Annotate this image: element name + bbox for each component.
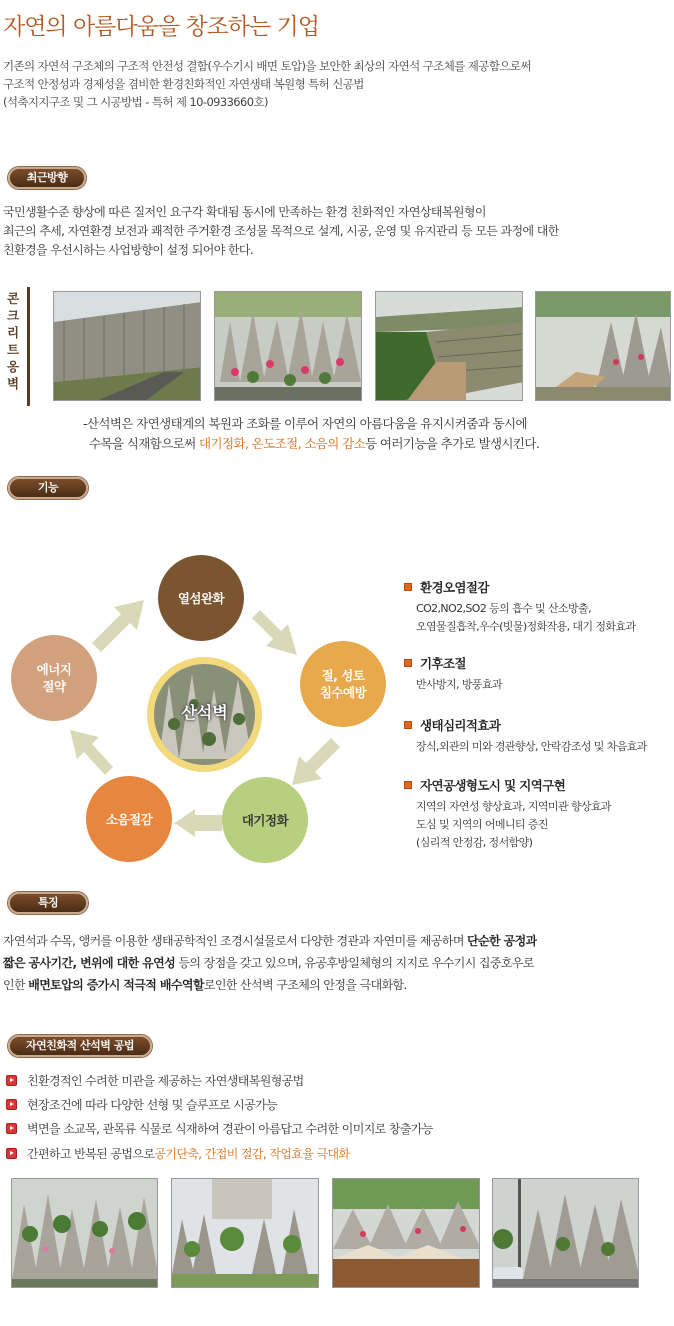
recent-line-2: 최근의 추세, 자연환경 보전과 쾌적한 주거환경 조성물 목적으로 설계, 시공, 운영 및 유지관리 등 모든 과정에 대한 (3, 224, 559, 238)
method-bullet-text: 현장조건에 따라 다양한 선형 및 슬루프로 시공가능 (27, 1098, 278, 1112)
caption-line-1: -산석벽은 자연생태계의 복원과 조화를 이루어 자연의 아름다움을 유지시켜줌과 동시에 (83, 416, 527, 431)
square-bullet-icon (404, 659, 412, 667)
function-head: 자연공생형도시 및 지역구현 (420, 778, 566, 793)
node-heat-island: 열섬완화 (158, 555, 244, 641)
features-line-1-bold: 단순한 공정과 (467, 934, 537, 948)
photo-method-2 (171, 1178, 319, 1288)
intro-line-2: 구조적 안정성과 경제성을 겸비한 환경친화적인 자연생태 복원형 특허 신공법 (3, 77, 364, 91)
function-item-psychological (404, 716, 647, 756)
function-desc-line: 장식,외관의 미와 경관향상, 안락감조성 및 차음효과 (416, 740, 647, 753)
method-bullet-text: 벽면을 소교목, 관목류 식물로 식재하여 경관이 아름답고 수려한 이미지로 창출가능 (27, 1122, 433, 1136)
method-bullet (6, 1145, 350, 1162)
function-head: 생태심리적효과 (420, 718, 501, 733)
node-energy-line-1: 에너지 (36, 662, 72, 677)
node-energy-saving (11, 635, 97, 721)
center-label: 산석벽 (181, 703, 228, 722)
center-ring (147, 657, 262, 772)
features-line-2-bold: 짧은 공사기간, 변위에 대한 유연성 (3, 956, 176, 970)
node-energy-line-2: 절약 (42, 679, 66, 694)
arrow-noise-to-energy (70, 730, 113, 775)
recent-line-3: 친환경을 우선시하는 사업방향이 설정 되어야 한다. (3, 243, 254, 257)
function-desc-line: 반사방지, 방풍효과 (416, 678, 503, 691)
arrow-flood-to-air (292, 738, 340, 785)
method-bullet-text: 친환경적인 수려한 미관을 제공하는 자연생태복원형공법 (27, 1074, 304, 1088)
features-line-3-post: 로인한 산석벽 구조체의 안정을 극대화함. (203, 978, 407, 992)
photo-method-4 (492, 1178, 639, 1288)
node-air-purification: 대기정화 (222, 777, 308, 863)
function-item-pollution (404, 578, 636, 636)
function-head: 기후조절 (420, 656, 466, 671)
node-flood-line-1: 절, 성토 (321, 668, 365, 683)
photo-method-1 (11, 1178, 158, 1288)
features-line-2 (3, 952, 537, 974)
node-noise-reduction: 소음절감 (86, 776, 172, 862)
arrow-energy-to-heat (92, 600, 144, 652)
function-desc-line: 도심 및 지역의 어메니티 증진 (416, 818, 548, 831)
function-desc-line: 지역의 자연성 향상효과, 지역미관 향상효과 (416, 800, 611, 813)
red-arrow-bullet-icon (6, 1148, 17, 1159)
caption-line-2 (83, 434, 539, 454)
caption-line-2-post: 등 여러기능을 추가로 발생시킨다. (365, 436, 540, 451)
features-line-3 (3, 974, 537, 996)
intro-line-3: (석축지지구조 및 그 시공방법 - 특허 제 10-0933660호) (3, 95, 268, 109)
features-line-1 (3, 930, 537, 952)
section-label-features: 특징 (8, 892, 88, 914)
square-bullet-icon (404, 781, 412, 789)
intro-text (3, 57, 671, 111)
center-stone-photo (154, 664, 255, 765)
square-bullet-icon (404, 721, 412, 729)
section-label-method: 자연친화적 산석벽 공법 (8, 1035, 152, 1057)
function-item-coexistence (404, 776, 611, 852)
method-bullet (6, 1096, 277, 1113)
intro-line-1: 기존의 자연석 구조체의 구조적 안전성 결함(우수기시 배면 토압)을 보안한 최상의 자연석 구조체를 제공함으로써 (3, 59, 531, 73)
photo-concrete-wall (53, 291, 201, 401)
caption-highlight: 대기정화, 온도조절, 소음의 감소 (199, 436, 366, 451)
arrow-heat-to-flood (252, 610, 297, 655)
photo-method-3 (332, 1178, 480, 1288)
red-arrow-bullet-icon (6, 1099, 17, 1110)
photo-rock-wall (535, 291, 671, 401)
node-flood-prevention (300, 641, 386, 727)
recent-paragraph (3, 203, 559, 260)
section-label-function: 기능 (8, 477, 88, 499)
node-flood-line-2: 침수예방 (319, 685, 367, 700)
features-line-1-pre: 자연석과 수목, 앵커를 이용한 생태공학적인 조경시설물로서 다양한 경관과 자연미를 제공하며 (3, 934, 468, 948)
concrete-wall-caption (83, 414, 539, 454)
red-arrow-bullet-icon (6, 1123, 17, 1134)
method-bullet (6, 1072, 304, 1089)
photo-slope-wall (375, 291, 523, 401)
function-desc-line: (심리적 안정감, 정서함양) (416, 836, 533, 849)
features-line-2-post: 등의 장점을 갖고 있으며, 유공후방일체형의 지지로 우수기시 집중호우로 (175, 956, 534, 970)
method-bullet-text-pre: 간편하고 반복된 공법으로 (27, 1147, 155, 1161)
recent-line-1: 국민생활수준 향상에 따른 질저인 요구각 확대됨 동시에 만족하는 환경 친화적인 자연상태복원형이 (3, 205, 486, 219)
section-label-recent: 최근방향 (8, 167, 86, 189)
function-desc-line: CO2,NO2,SO2 등의 흡수 및 산소방출, (416, 602, 591, 615)
function-desc-line: 오염물질흡착,우수(빗물)정화작용, 대기 정화효과 (416, 620, 636, 633)
features-line-3-pre: 인한 (3, 978, 29, 992)
red-arrow-bullet-icon (6, 1075, 17, 1086)
caption-line-2-pre: 수목을 식재함으로써 (89, 436, 200, 451)
page-title: 자연의 아름다움을 창조하는 기업 (3, 14, 319, 40)
features-line-3-bold: 배면토압의 증가시 적극적 배수역할 (28, 978, 204, 992)
features-paragraph (3, 930, 537, 996)
photo-stone-wall-flowers (214, 291, 362, 401)
concrete-wall-label: 콘크리트옹벽 (6, 291, 20, 391)
method-bullet (6, 1120, 433, 1137)
function-item-climate (404, 654, 502, 694)
function-head: 환경오염절감 (420, 580, 489, 595)
concrete-wall-divider (27, 287, 30, 406)
method-bullet-highlight: 공기단축, 간접비 절감, 작업효율 극대화 (154, 1147, 350, 1161)
square-bullet-icon (404, 583, 412, 591)
